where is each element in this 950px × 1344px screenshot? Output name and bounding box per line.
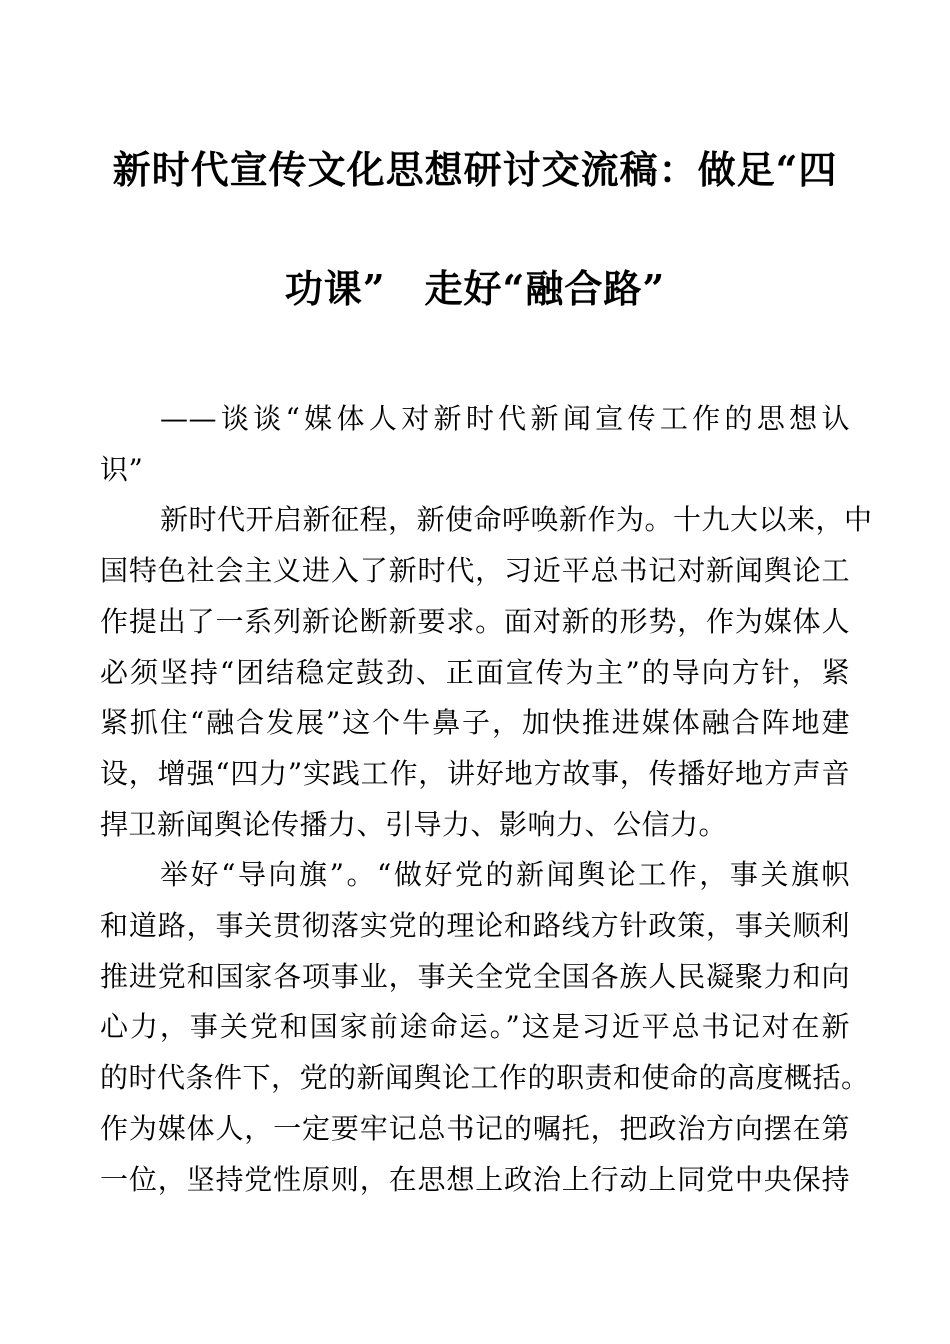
title-line-2: 功课” 走好“融合路”: [284, 266, 666, 311]
text-line: 心力，事关党和国家前途命运。”这是习近平总书记对在新: [100, 1010, 850, 1044]
text-line: 设，增强“四力”实践工作，讲好地方故事，传播好地方声音: [100, 756, 850, 790]
text-line: ——谈谈“媒体人对新时代新闻宣传工作的思想认: [160, 402, 850, 435]
document-body: [100, 394, 873, 1205]
text-line: 紧抓住“融合发展”这个牛鼻子，加快推进媒体融合阵地建: [100, 706, 850, 740]
title-line-1: 新时代宣传文化思想研讨交流稿：做足“四: [112, 147, 838, 192]
text-line: 新时代开启新征程，新使命呼唤新作为。十九大以来，中: [160, 503, 873, 537]
text-line: 作为媒体人，一定要牢记总书记的嘱托，把政治方向摆在第: [100, 1111, 850, 1145]
text-line: 和道路，事关贯彻落实党的理论和路线方针政策，事关顺利: [100, 909, 850, 943]
text-line: 作提出了一系列新论断新要求。面对新的形势，作为媒体人: [100, 604, 850, 638]
text-line: 国特色社会主义进入了新时代，习近平总书记对新闻舆论工: [100, 554, 850, 588]
text-line: 必须坚持“团结稳定鼓劲、正面宣传为主”的导向方针，紧: [100, 655, 850, 689]
text-line: 的时代条件下，党的新闻舆论工作的职责和使命的高度概括。: [100, 1061, 870, 1095]
document-title: [0, 0, 950, 311]
text-line: 识”: [100, 452, 144, 486]
text-line: 一位，坚持党性原则，在思想上政治上行动上同党中央保持: [100, 1162, 850, 1196]
text-line: 推进党和国家各项事业，事关全党全国各族人民凝聚力和向: [100, 959, 850, 993]
text-line: 捍卫新闻舆论传播力、引导力、影响力、公信力。: [100, 807, 728, 841]
text-line: 举好“导向旗”。“做好党的新闻舆论工作，事关旗帜: [160, 858, 850, 892]
